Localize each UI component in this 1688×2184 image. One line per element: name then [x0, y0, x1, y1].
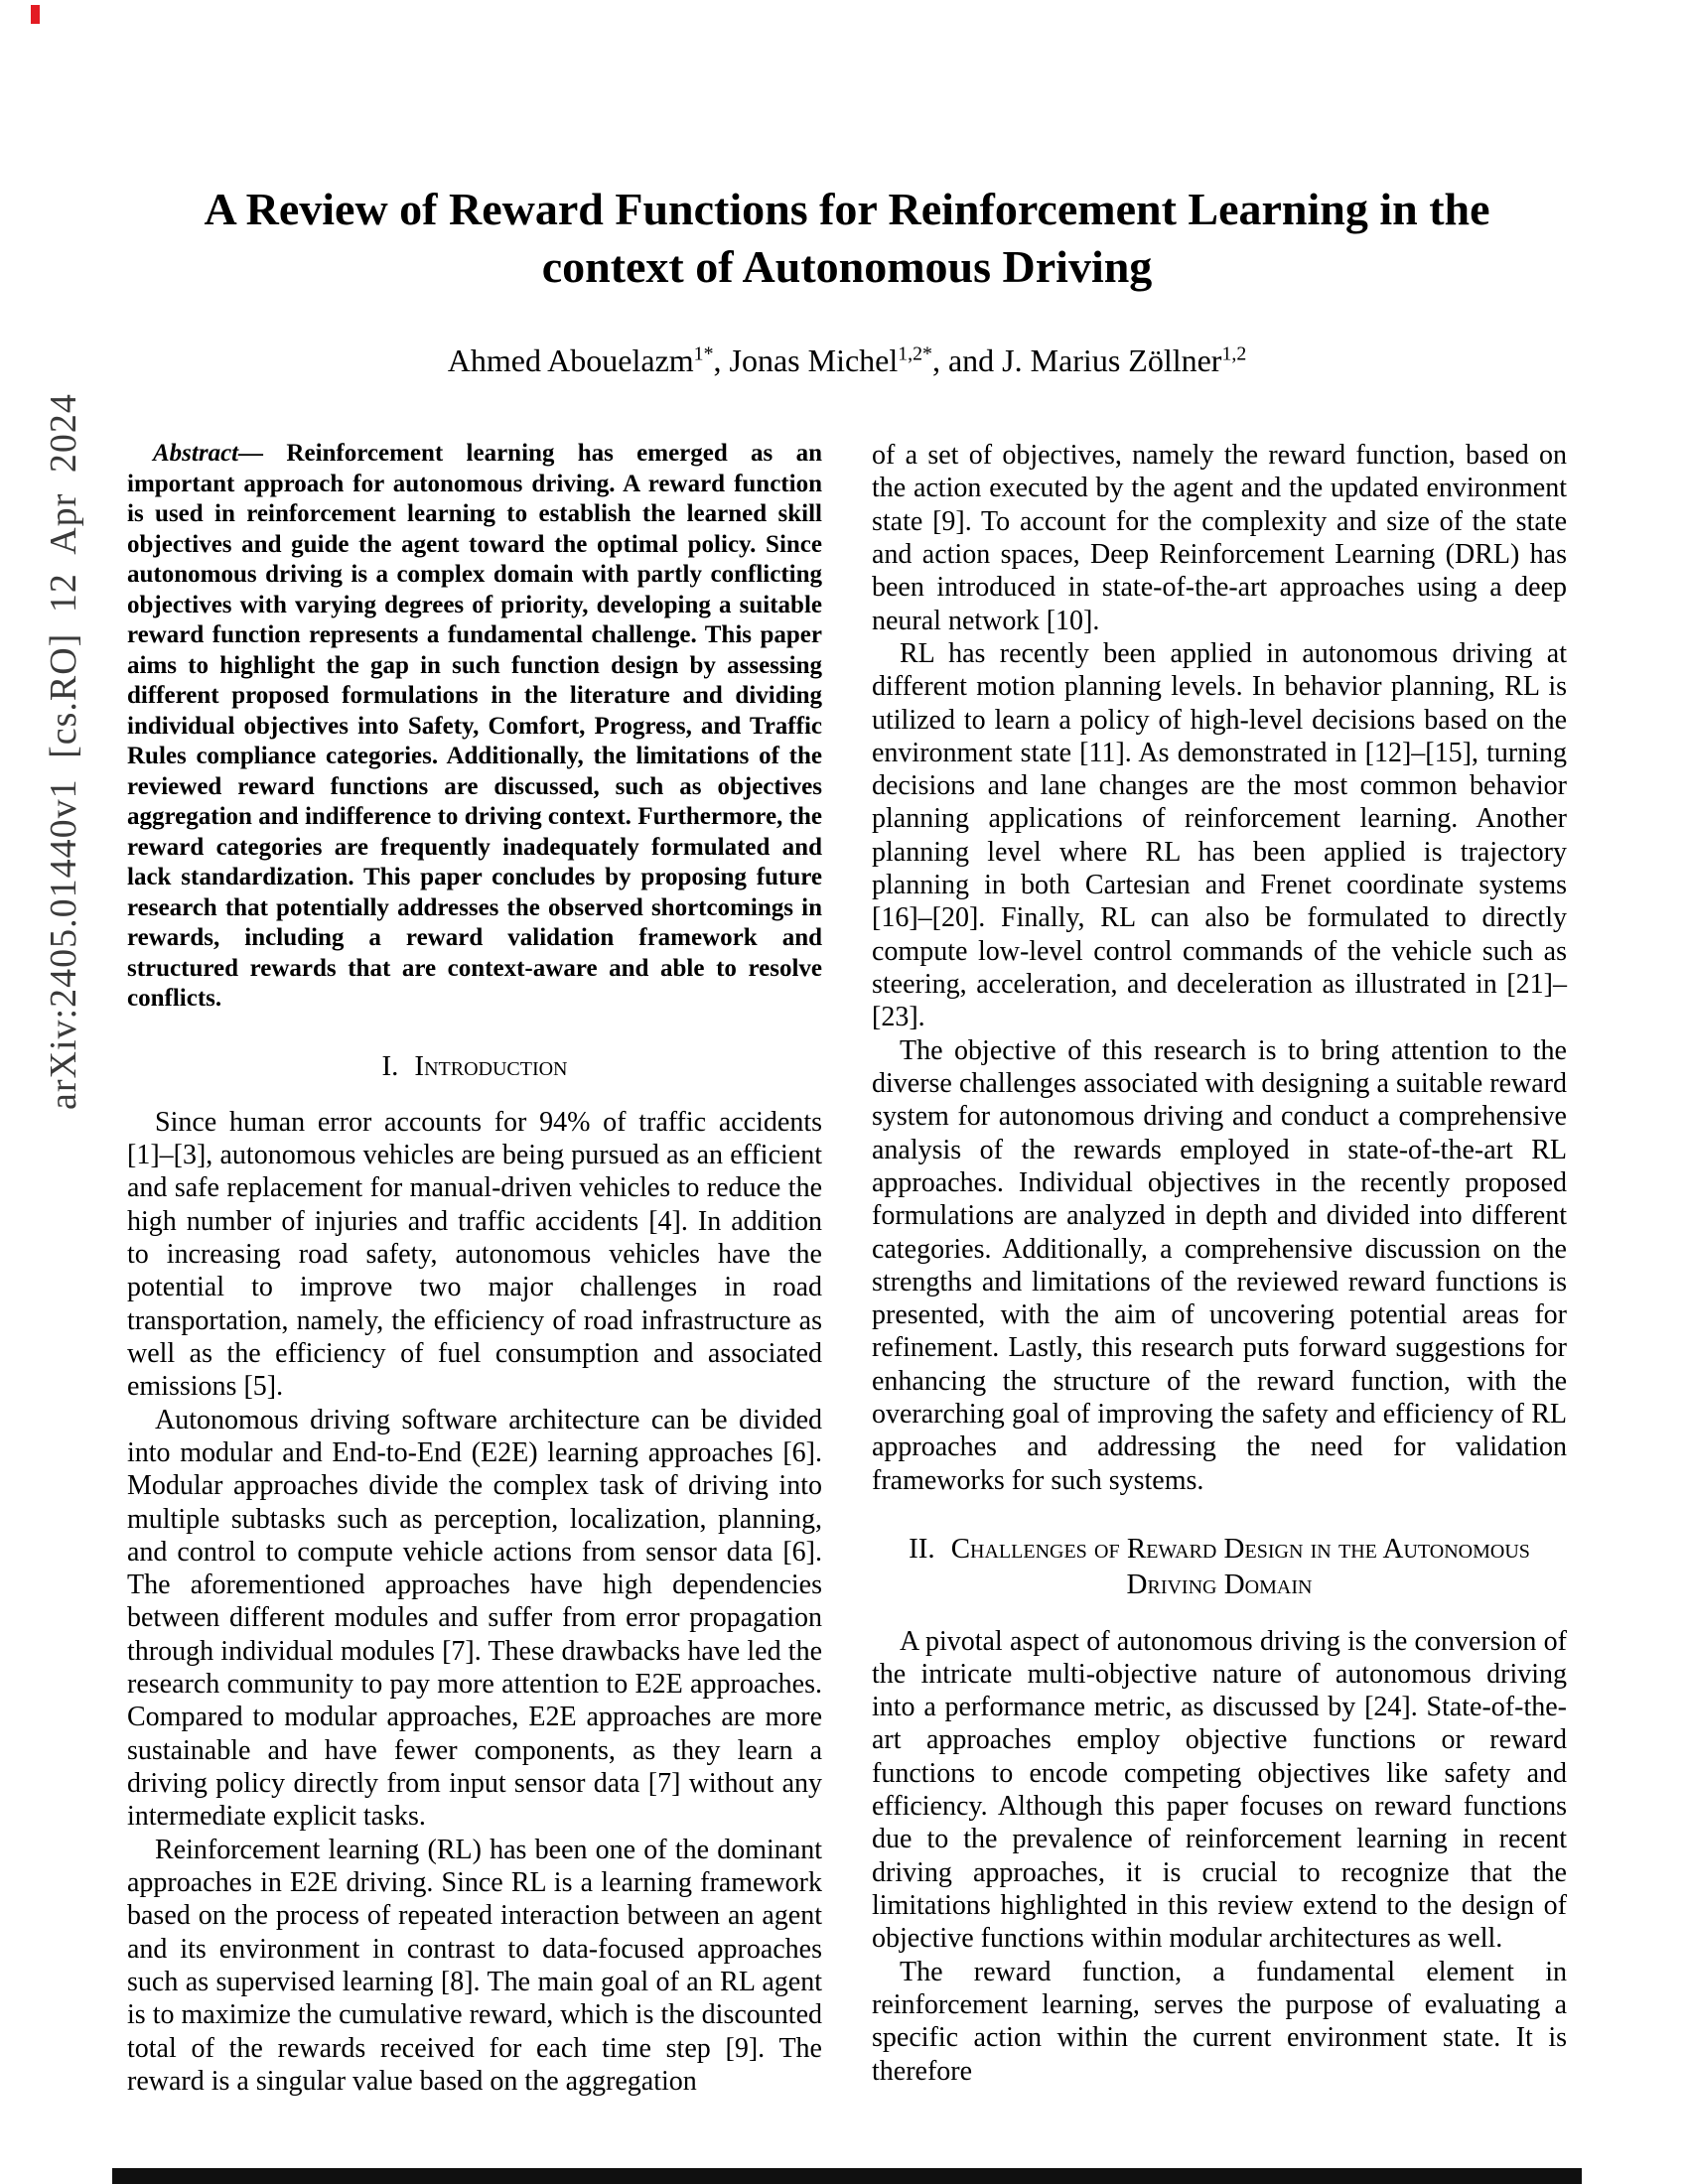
abstract — [127, 439, 822, 1015]
author-superscript: 1* — [693, 342, 714, 365]
paper-content — [127, 181, 1567, 2098]
introduction-left-paragraphs — [127, 1106, 822, 2098]
abstract-label: Abstract— — [153, 440, 264, 467]
paragraph: The reward function, a fundamental element in reinforcement learning, serves the purpose of evaluating a specific action within the current environment state. It is therefore — [872, 1956, 1567, 2087]
red-artifact-mark — [31, 5, 40, 24]
section-number: II. — [909, 1533, 935, 1565]
paper-title-line-1: A Review of Reward Functions for Reinforcement Learning in the — [204, 184, 1490, 234]
section-heading-introduction — [127, 1048, 822, 1084]
author-superscript: 1,2* — [898, 342, 932, 365]
paper-title — [197, 181, 1497, 295]
author-superscript: 1,2 — [1221, 342, 1247, 365]
paragraph: RL has recently been applied in autonomous driving at different motion planning levels. In behavior planning, RL is utilized to learn a policy of high-level decisions based on the environment state [11]. As demonstrated in [12]–[15], turning decisions and lane changes are the most common behavior planning applications of reinforcement learning. Another planning level where RL has been applied is trajectory planning in both Cartesian and Frenet coordinate systems [16]–[20]. Finally, RL can also be formulated to directly compute low-level control commands of the vehicle such as steering, acceleration, and deceleration as illustrated in [21]–[23]. — [872, 637, 1567, 1033]
paragraph: The objective of this research is to bring attention to the diverse challenges associated with designing a suitable reward system for autonomous driving and conduct a comprehensive analysis of the rewards employed in state-of-the-art RL approaches. Individual objectives in the recently proposed formulations are analyzed in depth and divided into different categories. Additionally, a comprehensive discussion on the strengths and limitations of the reviewed reward functions is presented, with the aim of uncovering potential areas for refinement. Lastly, this research puts forward suggestions for enhancing the structure of the reward function, with the overarching goal of improving the safety and efficiency of RL approaches and addressing the need for validation frameworks for such systems. — [872, 1034, 1567, 1496]
paper-title-line-2: context of Autonomous Driving — [541, 240, 1153, 292]
next-page-edge — [112, 2168, 1582, 2184]
left-column — [127, 439, 822, 2098]
author-line: Ahmed Abouelazm$^{1*}$, Jonas Michel$^{1,2*}$, and J. Marius Zöllner$^{1,2}$ — [447, 342, 1247, 378]
author: Jonas Michel$^{1,2*}$ — [729, 342, 932, 378]
arxiv-watermark: arXiv:2405.01440v1 [cs.RO] 12 Apr 2024 — [43, 393, 84, 1110]
right-column — [872, 439, 1567, 2098]
paragraph: Since human error accounts for 94% of traffic accidents [1]–[3], autonomous vehicles are being pursued as an efficient and safe replacement for manual-driven vehicles to reduce the high number of injuries and traffic accidents [4]. In addition to increasing road safety, autonomous vehicles have the potential to improve two major challenges in road transportation, namely, the efficiency of road infrastructure as well as the efficiency of fuel consumption and associated emissions [5]. — [127, 1106, 822, 1403]
paragraph: A pivotal aspect of autonomous driving is the conversion of the intricate multi-objective nature of autonomous driving into a performance metric, as discussed by [24]. State-of-the-art approaches employ objective functions or reward functions to encode competing objectives like safety and efficiency. Although this paper focuses on reward functions due to the prevalence of reinforcement learning in recent driving approaches, it is crucial to recognize that the limitations highlighted in this review extend to the design of objective functions within modular architectures as well. — [872, 1625, 1567, 1955]
section-title: Introduction — [414, 1049, 568, 1082]
author: J. Marius Zöllner$^{1,2}$ — [1002, 342, 1247, 378]
paragraph: Reinforcement learning (RL) has been one of the dominant approaches in E2E driving. Since RL is a learning framework based on the process of repeated interaction between an agent and its environment in contrast to data-focused approaches such as supervised learning [8]. The main goal of an RL agent is to maximize the cumulative reward, which is the discounted total of the rewards received for each time step [9]. The reward is a singular value based on the aggregation — [127, 1834, 822, 2097]
two-column-body — [127, 439, 1567, 2098]
abstract-text: Reinforcement learning has emerged as an important approach for autonomous driving. A reward function is used in reinforcement learning to establish the learned skill objectives and guide the agent toward the optimal policy. Since autonomous driving is a complex domain with partly conflicting objectives with varying degrees of priority, developing a suitable reward function represents a fundamental challenge. This paper aims to highlight the gap in such function design by assessing different proposed formulations in the literature and dividing individual objectives into Safety, Comfort, Progress, and Traffic Rules compliance categories. Additionally, the limitations of the reviewed reward functions are discussed, such as objectives aggregation and indifference to driving context. Furthermore, the reward categories are frequently inadequately formulated and lack standardization. This paper concludes by proposing future research that potentially addresses the observed shortcomings in rewards, including a reward validation framework and structured rewards that are context-aware and able to resolve conflicts. — [127, 440, 822, 1012]
section-title: Challenges of Reward Design in the Autonomous Driving Domain — [950, 1533, 1530, 1601]
paragraph: Autonomous driving software architecture can be divided into modular and End-to-End (E2E) learning approaches [6]. Modular approaches divide the complex task of driving into multiple subtasks such as perception, localization, planning, and control to compute vehicle actions from sensor data [6]. The aforementioned approaches have high dependencies between different modules and suffer from error propagation through individual modules [7]. These drawbacks have led the research community to pay more attention to E2E approaches. Compared to modular approaches, E2E approaches are more sustainable and have fewer components, as they learn a driving policy directly from input sensor data [7] without any intermediate explicit tasks. — [127, 1404, 822, 1833]
author: Ahmed Abouelazm$^{1*}$ — [447, 342, 714, 378]
section-heading-challenges — [872, 1531, 1567, 1603]
challenges-paragraphs — [872, 1625, 1567, 2088]
section-number: I. — [381, 1049, 399, 1082]
paragraph: of a set of objectives, namely the reward function, based on the action executed by the agent and the updated environment state [9]. To account for the complexity and size of the state and action spaces, Deep Reinforcement Learning (DRL) has been introduced in state-of-the-art approaches using a deep neural network [10]. — [872, 440, 1567, 636]
introduction-right-paragraphs — [872, 439, 1567, 1497]
